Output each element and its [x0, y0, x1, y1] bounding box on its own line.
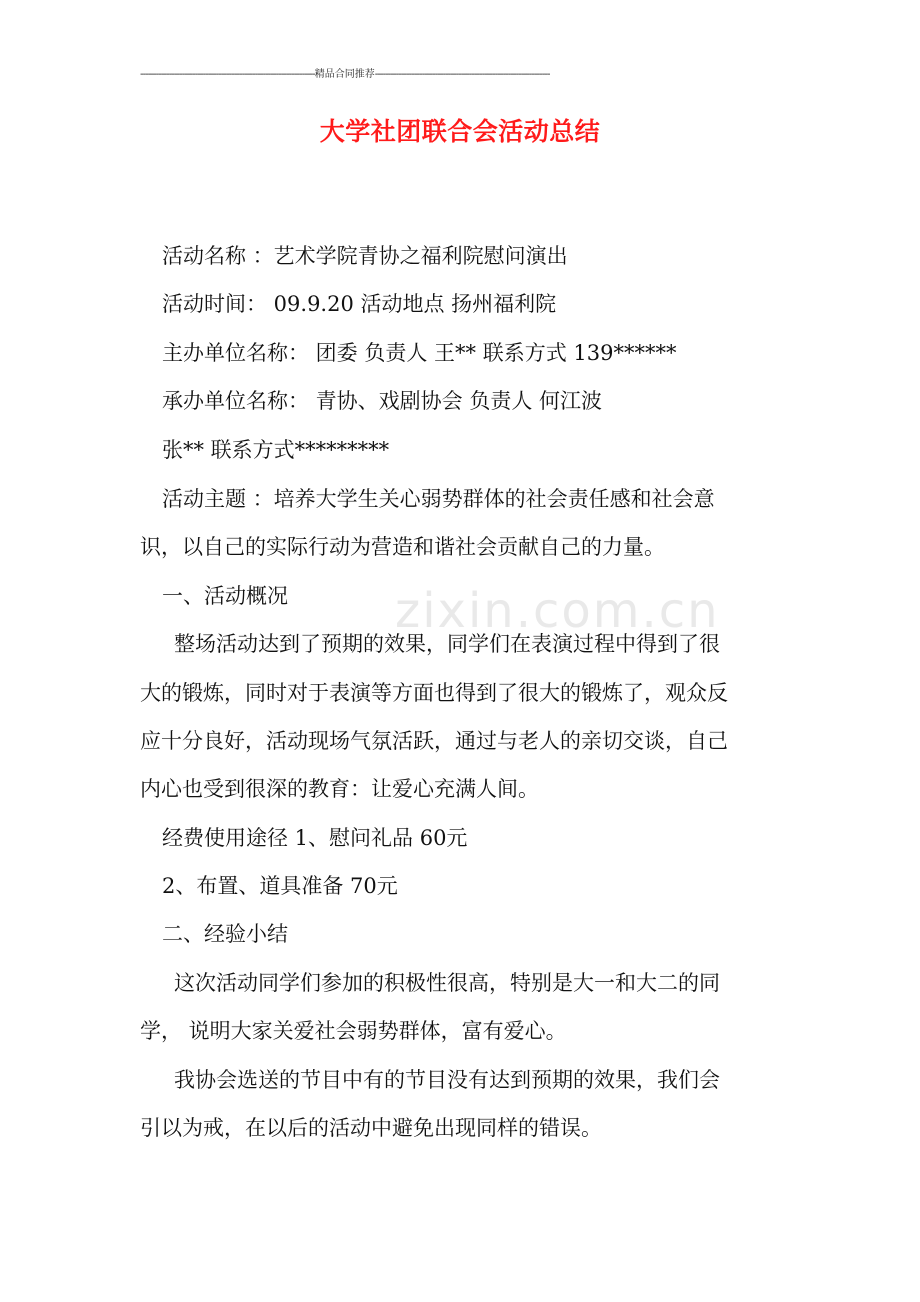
header-dashes-left: ------------------------------------------------------------------- [140, 69, 315, 80]
line-activity-time: 活动时间： 09.9.20 活动地点 扬州福利院 [162, 292, 557, 316]
section-heading-summary: 二、经验小结 [162, 922, 288, 946]
line-organizer: 主办单位名称： 团委 负责人 王** 联系方式 139****** [162, 341, 677, 365]
header-label: 精品合同推荐 [314, 69, 375, 80]
watermark: zixin.com.cn [395, 583, 720, 639]
paragraph-summary-2: 学， 说明大家关爱社会弱势群体，富有爱心。 [140, 1019, 567, 1043]
line-theme-1: 活动主题 ：培养大学生关心弱势群体的社会责任感和社会意 [162, 487, 715, 511]
line-theme-2: 识，以自己的实际行动为营造和谐社会贡献自己的力量。 [140, 535, 665, 559]
page-header [140, 66, 737, 84]
line-expense-1: 经费使用途径 1、慰问礼品 60元 [162, 826, 468, 850]
paragraph-overview-2: 大的锻炼，同时对于表演等方面也得到了很大的锻炼了，观众反 [140, 681, 728, 705]
section-heading-overview: 一、活动概况 [162, 584, 288, 608]
header-dashes-right: ------------------------------------------------------------------- [374, 69, 550, 80]
paragraph-overview-3: 应十分良好，活动现场气氛活跃，通过与老人的亲切交谈，自己 [140, 729, 728, 753]
paragraph-summary-1: 这次活动同学们参加的积极性很高，特别是大一和大二的同 [174, 971, 720, 995]
paragraph-summary-4: 引以为戒，在以后的活动中避免出现同样的错误。 [140, 1116, 602, 1140]
line-activity-name: 活动名称 ：艺术学院青协之福利院慰问演出 [162, 244, 568, 268]
line-expense-2: 2、布置、道具准备 70元 [162, 874, 398, 898]
line-co-organizer: 承办单位名称： 青协、戏剧协会 负责人 何江波 [162, 389, 603, 413]
line-contact: 张** 联系方式********* [162, 438, 390, 462]
document-title: 大学社团联合会活动总结 [319, 117, 601, 146]
paragraph-overview-1: 整场活动达到了预期的效果，同学们在表演过程中得到了很 [174, 632, 720, 656]
paragraph-summary-3: 我协会选送的节目中有的节目没有达到预期的效果，我们会 [174, 1068, 720, 1092]
paragraph-overview-4: 内心也受到很深的教育：让爱心充满人间。 [140, 777, 539, 801]
